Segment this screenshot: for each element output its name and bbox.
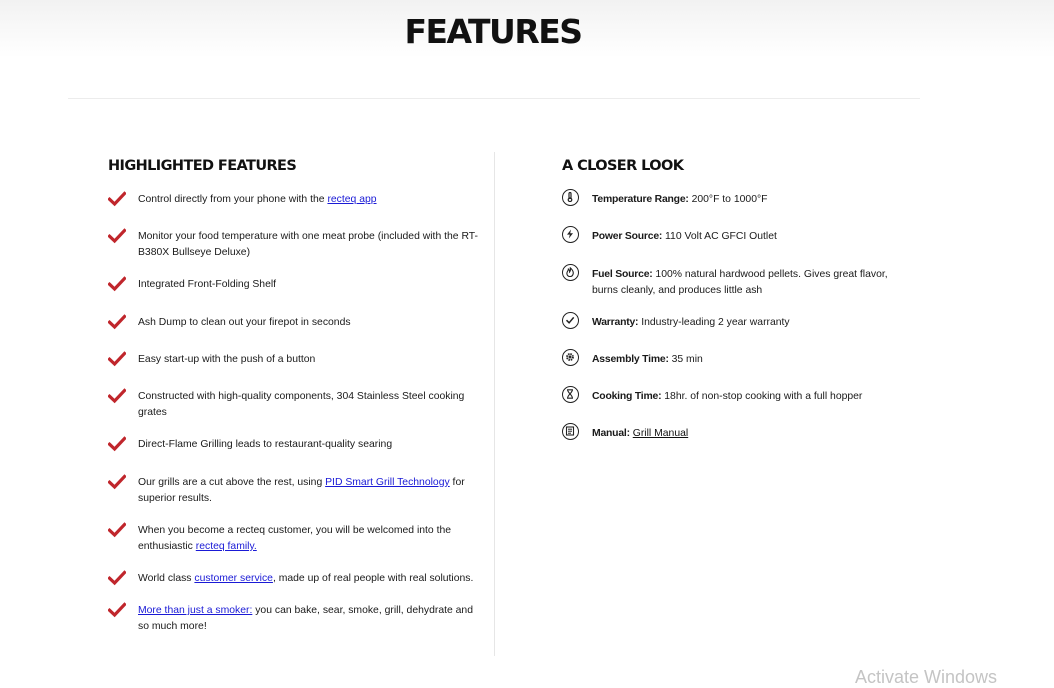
feature-text: , made up of real people with real solutions.	[272, 573, 474, 584]
spec-item	[562, 267, 902, 299]
spec-value: 200°F to 1000°F	[688, 194, 768, 205]
feature-item	[108, 277, 478, 293]
feature-text: When you become a recteq customer, you will be welcomed into the enthusiastic	[138, 525, 452, 552]
feature-text: World class	[138, 573, 195, 584]
thermometer-icon	[562, 189, 579, 206]
manual-icon	[562, 423, 579, 440]
feature-text: for superior results.	[138, 477, 465, 504]
spec-value: 35 min	[668, 354, 703, 365]
page-title: FEATURES	[404, 12, 582, 51]
check-icon	[108, 602, 126, 618]
feature-link[interactable]: PID Smart Grill Technology	[325, 477, 450, 488]
feature-link[interactable]: recteq family.	[195, 541, 257, 552]
feature-link[interactable]: customer service	[194, 573, 273, 584]
check-icon	[108, 474, 126, 490]
feature-item	[108, 475, 478, 507]
feature-text: Easy start-up with the push of a button	[138, 354, 316, 365]
flame-icon	[562, 264, 579, 281]
features-list	[108, 192, 478, 635]
feature-item	[108, 437, 478, 453]
feature-link[interactable]: More than just a smoker:	[138, 605, 253, 616]
spec-value: Industry-leading 2 year warranty	[638, 317, 790, 328]
highlighted-features-section	[108, 158, 478, 635]
feature-text: Monitor your food temperature with one meat probe (included with the RT-B380X Bullseye Deluxe)	[138, 231, 478, 258]
feature-text: Integrated Front-Folding Shelf	[138, 279, 277, 290]
feature-item	[108, 315, 478, 331]
check-icon	[108, 276, 126, 292]
column-divider	[494, 152, 495, 656]
spec-value: 100% natural hardwood pellets. Gives great flavor, burns cleanly, and produces little ash	[592, 269, 888, 296]
spec-item	[562, 229, 902, 245]
feature-item	[108, 352, 478, 368]
check-icon	[108, 522, 126, 538]
spec-label: Assembly Time:	[592, 354, 669, 365]
spec-item	[562, 192, 902, 208]
spec-label: Manual:	[592, 428, 630, 439]
feature-text: Constructed with high-quality components, 304 Stainless Steel cooking grates	[138, 391, 465, 418]
hourglass-icon	[562, 386, 579, 403]
feature-text: Direct-Flame Grilling leads to restaurant-quality searing	[138, 439, 393, 450]
grill-manual-link[interactable]: Grill Manual	[632, 428, 689, 439]
spec-label: Temperature Range:	[592, 194, 689, 205]
gear-icon	[562, 349, 579, 366]
feature-item	[108, 571, 478, 587]
spec-item	[562, 352, 902, 368]
feature-item	[108, 523, 478, 555]
checkmark-icon	[562, 312, 579, 329]
feature-text: Ash Dump to clean out your firepot in seconds	[138, 317, 351, 328]
closer-look-title: A CLOSER LOOK	[562, 158, 684, 174]
feature-text: Control directly from your phone with the	[138, 194, 328, 205]
check-icon	[108, 191, 126, 207]
check-icon	[108, 314, 126, 330]
feature-item	[108, 229, 478, 261]
spec-label: Power Source:	[592, 231, 663, 242]
spec-label: Fuel Source:	[592, 269, 653, 280]
feature-link[interactable]: recteq app	[327, 194, 377, 205]
feature-item	[108, 389, 478, 421]
check-icon	[108, 351, 126, 367]
spec-item	[562, 389, 902, 405]
bolt-icon	[562, 226, 579, 243]
spec-label: Cooking Time:	[592, 391, 662, 402]
specs-list	[562, 192, 902, 442]
spec-label: Warranty:	[592, 317, 639, 328]
feature-text: you can bake, sear, smoke, grill, dehydrate and so much more!	[138, 605, 473, 632]
spec-item	[562, 426, 902, 442]
check-icon	[108, 570, 126, 586]
header-divider	[68, 98, 920, 99]
spec-item	[562, 315, 902, 331]
windows-activation-watermark: Activate Windows	[855, 667, 998, 687]
highlighted-features-title: HIGHLIGHTED FEATURES	[108, 158, 297, 174]
feature-item	[108, 192, 478, 208]
spec-value: 18hr. of non-stop cooking with a full hopper	[661, 391, 863, 402]
closer-look-section	[562, 158, 902, 442]
spec-value: 110 Volt AC GFCI Outlet	[662, 231, 777, 242]
check-icon	[108, 436, 126, 452]
feature-text: Our grills are a cut above the rest, using	[138, 477, 326, 488]
check-icon	[108, 228, 126, 244]
check-icon	[108, 388, 126, 404]
feature-item	[108, 603, 478, 635]
